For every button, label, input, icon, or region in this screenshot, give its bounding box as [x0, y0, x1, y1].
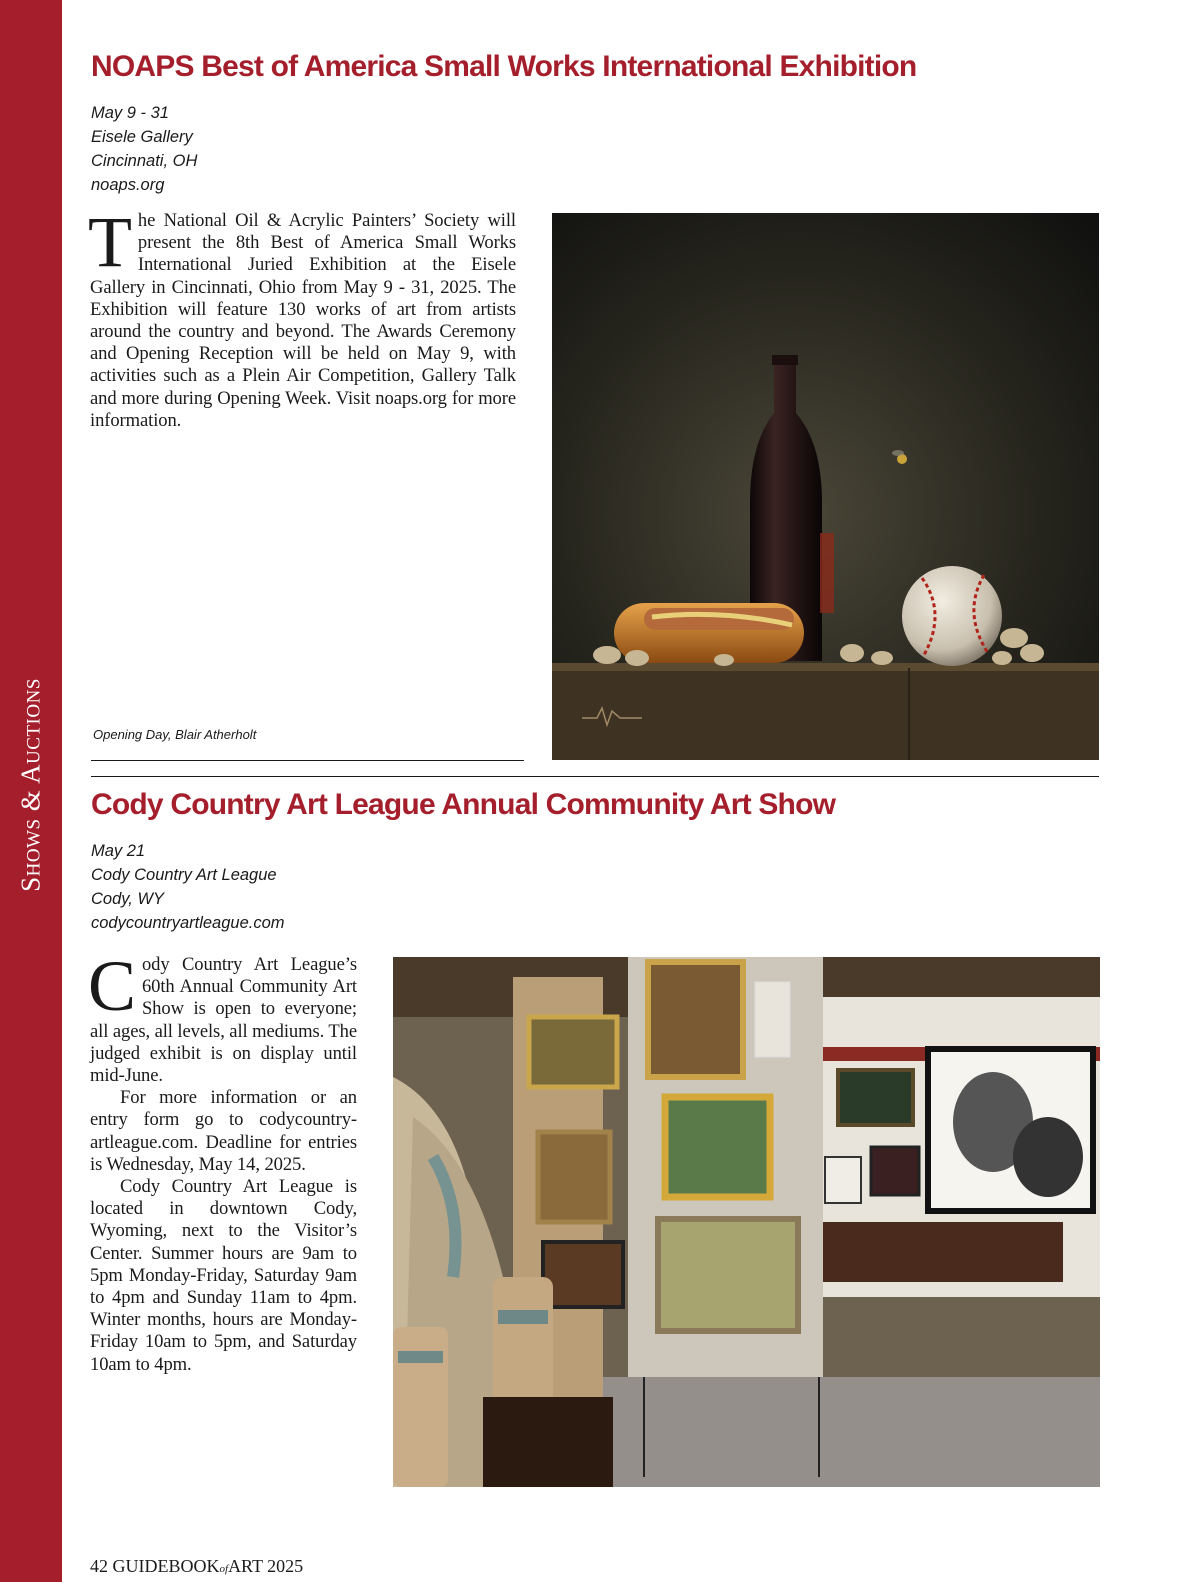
article2-para3: Cody Country Art League is located in downtown Cody, Wyoming, next to the Visitor’s Center. Summer hours are 9am to 5pm Monday-Friday, Saturday 9am to 4pm and Sunday 11am to 4pm. Winter months, hours are Monday-Friday 10am to 5pm, and Saturday 10am to 4pm. [90, 1176, 357, 1375]
painting-caption: Opening Day, Blair Atherholt [93, 727, 257, 742]
gallery-interior-photo [393, 957, 1100, 1487]
article2-para2: For more information or an entry form go to codycountry-artleague.com. Deadline for entries is Wednesday, May 14, 2025. [90, 1087, 357, 1175]
article2-date: May 21 [91, 842, 146, 860]
article1-website[interactable]: noaps.org [91, 176, 165, 194]
publication-name: GUIDEBOOKofART [112, 1556, 263, 1576]
article1-meta [91, 101, 197, 197]
article2-meta [91, 839, 285, 935]
article2-location: Cody, WY [91, 890, 165, 908]
article2-venue: Cody Country Art League [91, 866, 277, 884]
section-divider [91, 776, 1099, 777]
publication-year: 2025 [267, 1556, 304, 1576]
article1-dropcap: T [88, 202, 132, 282]
article1-location: Cincinnati, OH [91, 152, 198, 170]
painting-opening-day [552, 213, 1099, 760]
article2-body [88, 946, 357, 1376]
article1-title: NOAPS Best of America Small Works International Exhibition [91, 50, 917, 83]
page-number: 42 [90, 1556, 108, 1576]
caption-rule [91, 760, 524, 761]
article1-date: May 9 - 31 [91, 104, 169, 122]
article2-dropcap: C [88, 946, 136, 1026]
article2-title: Cody Country Art League Annual Community Art Show [91, 788, 836, 821]
article1-venue: Eisele Gallery [91, 128, 193, 146]
article1-body-text: he National Oil & Acrylic Painters’ Society will present the 8th Best of America Small Works International Juried Exhibition at the Eisele Gallery in Cincinnati, Ohio from May 9 - 31, 2025. The Exhibition will feature 130 works of art from artists around the country and beyond. The Awards Ceremony and Opening Reception will be held on May 9, with activities such as a Plein Air Competition, Gallery Talk and more during Opening Week. Visit noaps.org for more information. [90, 210, 516, 431]
article1-body [88, 202, 516, 432]
article2-para1: ody Country Art League’s 60th Annual Community Art Show is open to everyone; all ages, all levels, all mediums. The judged exhibit is on display until mid-June. [90, 954, 357, 1087]
section-sidebar [0, 0, 62, 1582]
article2-website[interactable]: codycountryartleague.com [91, 914, 285, 932]
section-label: Shows & Auctions [15, 678, 46, 892]
page-footer [90, 1556, 303, 1577]
